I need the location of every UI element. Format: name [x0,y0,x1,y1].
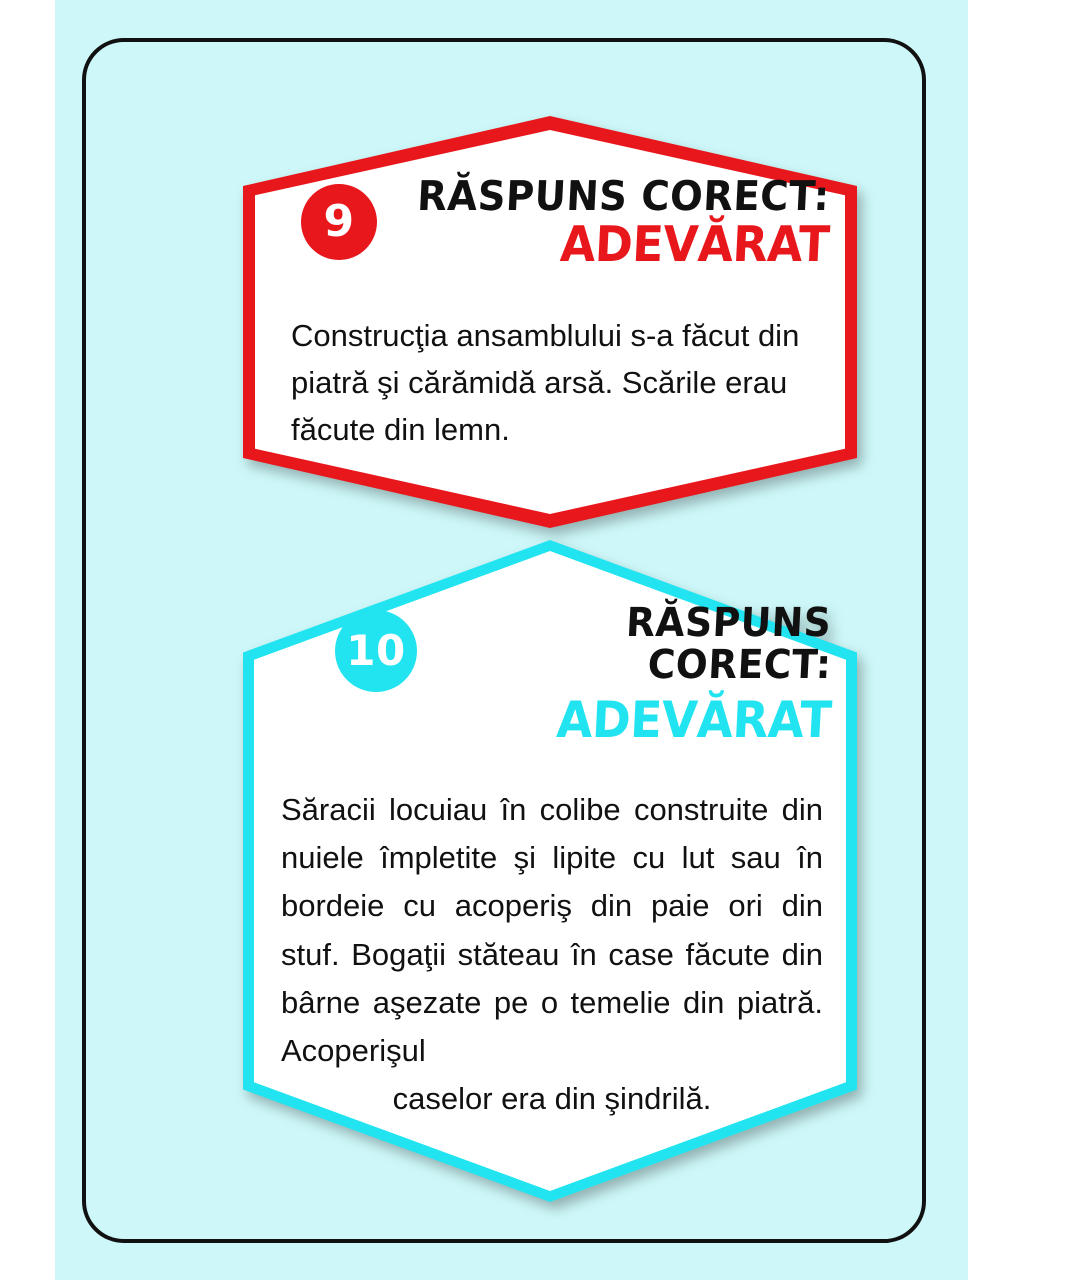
answer-header-text-10 [417,600,833,749]
answer-body-10 [281,786,823,1123]
answer-header-9 [301,172,831,274]
correct-answer-label-10-line2: CORECT: [646,642,833,689]
answer-value-10: ADEVĂRAT [555,690,833,749]
answer-value-9: ADEVĂRAT [559,216,831,274]
answer-body-10-main: Săracii locuiau în colibe construite din nuiele împletite şi lipite cu lut sau în bordeie cu acoperiş din paie ori din stuf. Bogaţii stăteau în case făcute din bârne aşezate pe o temelie din piatră. Acoperişul [281,792,823,1069]
answer-block-9 [243,116,857,528]
answer-block-10-content [243,540,857,1202]
answer-body-9: Construcţia ansamblului s-a făcut din piatră şi cărămidă arsă. Scările erau făcute din lemn. [291,318,800,448]
answer-body-10-last-line: caselor era din şindrilă. [392,1081,712,1117]
answer-header-10 [335,600,833,749]
answer-header-text-9 [377,172,831,274]
question-number-badge-9: 9 [301,184,377,260]
answer-block-10 [243,540,857,1202]
question-number-badge-10: 10 [335,610,417,692]
correct-answer-label-9: RĂSPUNS CORECT: [416,172,831,220]
correct-answer-label-10-line1: RĂSPUNS [624,600,833,646]
answer-block-9-content [243,116,857,528]
